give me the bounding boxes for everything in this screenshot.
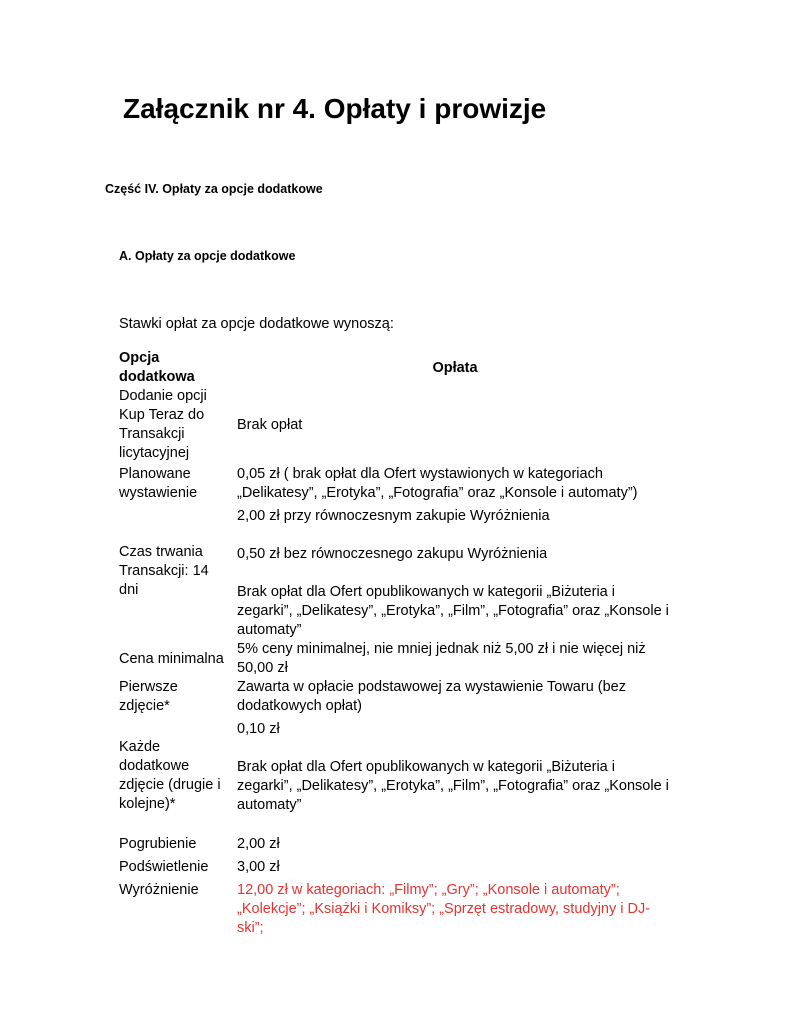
option-cell: Podświetlenie [119,859,209,875]
table-header-row [116,349,676,387]
fee-text: 5% ceny minimalnej, nie mniej jednak niż 5,00 zł i nie więcej niż 50,00 zł [237,641,646,676]
fee-cell [234,640,676,678]
document-title: Załącznik nr 4. Opłaty i prowizje [123,93,547,124]
option-cell: Cena minimalna [119,650,224,667]
fee-cell [234,503,676,640]
section-heading: A. Opłaty za opcje dodatkowe [119,249,296,263]
table-row [116,387,676,463]
option-cell: Pierwsze zdjęcie* [119,679,178,714]
option-cell: Dodanie opcji Kup Teraz do Transakcji licytacyjnej [119,388,207,461]
column-header-option: Opcja dodatkowa [119,350,195,385]
fee-text: 0,10 zł [237,721,280,737]
option-cell: Planowane wystawienie [119,466,198,501]
fee-text: Zawarta w opłacie podstawowej za wystawienie Towaru (bez dodatkowych opłat) [237,679,627,714]
table-row [116,835,676,854]
table-row [116,716,676,835]
table-row [116,877,676,938]
table-row [116,854,676,877]
fee-cell [234,716,676,835]
table-row [116,463,676,503]
fee-text: 2,00 zł [237,836,280,852]
column-header-fee: Opłata [432,359,478,376]
fee-cell [234,877,676,938]
fee-text: Brak opłat dla Ofert opublikowanych w kategorii „Biżuteria i zegarki”, „Delikatesy”, „Erotyka”, „Film”, „Fotografia” oraz „Konsole i automaty” [237,584,669,638]
fee-cell [234,835,676,854]
option-cell: Każde dodatkowe zdjęcie (drugie i kolejne)* [119,738,221,812]
fee-text: 3,00 zł [237,859,280,875]
option-cell: Pogrubienie [119,836,197,852]
intro-text: Stawki opłat za opcje dodatkowe wynoszą: [119,316,394,332]
fee-cell [234,463,676,503]
fee-cell [234,387,676,463]
fee-cell [234,678,676,716]
table-row [116,678,676,716]
fee-text: Brak opłat [237,416,303,433]
fee-text-highlighted: 12,00 zł w kategoriach: „Filmy”; „Gry”; „Konsole i automaty”; „Kolekcje”; „Książki i Komiksy”; „Sprzęt estradowy, studyjny i DJ-ski”; [237,882,651,936]
fee-text: 2,00 zł przy równoczesnym zakupie Wyróżnienia [237,508,550,524]
fee-text: Brak opłat dla Ofert opublikowanych w kategorii „Biżuteria i zegarki”, „Delikatesy”, „Erotyka”, „Film”, „Fotografia” oraz „Konsole i automaty” [237,759,669,813]
table-row [116,503,676,640]
fees-table [116,349,676,938]
option-cell: Wyróżnienie [119,882,199,898]
fee-cell [234,854,676,877]
fee-text: 0,50 zł bez równoczesnego zakupu Wyróżnienia [237,546,548,562]
table-row [116,640,676,678]
part-heading: Część IV. Opłaty za opcje dodatkowe [105,182,323,196]
option-cell: Czas trwania Transakcji: 14 dni [119,544,209,598]
fee-text: 0,05 zł ( brak opłat dla Ofert wystawionych w kategoriach „Delikatesy”, „Erotyka”, „Fotografia” oraz „Konsole i automaty”) [237,466,638,501]
